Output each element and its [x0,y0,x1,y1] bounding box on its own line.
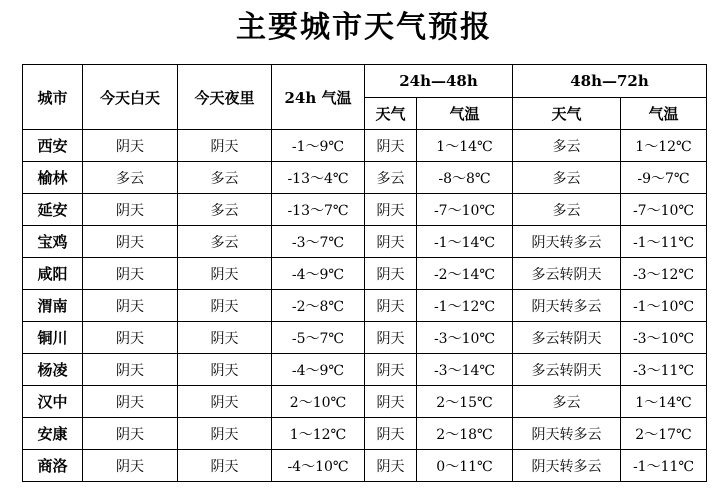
table-row [23,322,707,354]
weather-48h-cell: 阴天 [365,258,417,290]
table-row [23,386,707,418]
header-temp-72h: 气温 [621,98,707,130]
temp-72h-cell: -3～10℃ [621,322,707,354]
today-day-cell: 阴天 [83,450,178,482]
today-day-cell: 阴天 [83,226,178,258]
temp-48h-cell: -8～8℃ [417,162,513,194]
header-temp-48h: 气温 [417,98,513,130]
today-day-cell: 阴天 [83,418,178,450]
temp-72h-cell: -3～12℃ [621,258,707,290]
weather-48h-cell: 阴天 [365,290,417,322]
today-night-cell: 阴天 [178,258,272,290]
temp-24h-cell: -3～7℃ [272,226,365,258]
header-city: 城市 [23,65,83,130]
temp-72h-cell: -9～7℃ [621,162,707,194]
today-day-cell: 阴天 [83,386,178,418]
today-day-cell: 阴天 [83,194,178,226]
city-cell: 延安 [23,194,83,226]
weather-72h-cell: 阴天转多云 [513,450,621,482]
table-row [23,418,707,450]
city-cell: 西安 [23,130,83,162]
temp-24h-cell: -5～7℃ [272,322,365,354]
weather-48h-cell: 阴天 [365,386,417,418]
weather-48h-cell: 阴天 [365,130,417,162]
today-night-cell: 多云 [178,226,272,258]
table-row [23,450,707,482]
weather-48h-cell: 阴天 [365,450,417,482]
city-cell: 宝鸡 [23,226,83,258]
table-row [23,194,707,226]
weather-72h-cell: 多云转阴天 [513,322,621,354]
city-cell: 榆林 [23,162,83,194]
today-night-cell: 多云 [178,162,272,194]
temp-72h-cell: -3～11℃ [621,354,707,386]
table-row [23,354,707,386]
today-day-cell: 阴天 [83,354,178,386]
weather-48h-cell: 阴天 [365,194,417,226]
temp-72h-cell: 2～17℃ [621,418,707,450]
temp-24h-cell: -13～4℃ [272,162,365,194]
today-day-cell: 阴天 [83,322,178,354]
weather-48h-cell: 阴天 [365,418,417,450]
city-cell: 汉中 [23,386,83,418]
today-day-cell: 阴天 [83,130,178,162]
temp-24h-cell: -13～7℃ [272,194,365,226]
weather-48h-cell: 阴天 [365,354,417,386]
weather-72h-cell: 阴天转多云 [513,226,621,258]
city-cell: 咸阳 [23,258,83,290]
temp-48h-cell: 0～11℃ [417,450,513,482]
weather-72h-cell: 多云 [513,386,621,418]
header-temp-24h: 24h 气温 [272,65,365,130]
weather-48h-cell: 多云 [365,162,417,194]
today-night-cell: 阴天 [178,354,272,386]
today-day-cell: 阴天 [83,290,178,322]
today-day-cell: 多云 [83,162,178,194]
table-row [23,162,707,194]
temp-24h-cell: 1～12℃ [272,418,365,450]
temp-24h-cell: -4～9℃ [272,258,365,290]
temp-72h-cell: -1～11℃ [621,450,707,482]
temp-48h-cell: -1～14℃ [417,226,513,258]
today-day-cell: 阴天 [83,258,178,290]
header-today-day: 今天白天 [83,65,178,130]
weather-72h-cell: 多云转阴天 [513,258,621,290]
city-cell: 杨凌 [23,354,83,386]
weather-72h-cell: 多云 [513,130,621,162]
temp-72h-cell: -1～10℃ [621,290,707,322]
city-cell: 商洛 [23,450,83,482]
temp-48h-cell: -2～14℃ [417,258,513,290]
header-range-24-48h: 24h—48h [365,65,513,98]
table-row [23,226,707,258]
header-row-1 [23,65,707,98]
temp-72h-cell: 1～14℃ [621,386,707,418]
header-range-48-72h: 48h—72h [513,65,707,98]
header-weather-48h: 天气 [365,98,417,130]
page-title: 主要城市天气预报 [236,10,492,45]
weather-forecast-table [22,64,707,482]
temp-48h-cell: -7～10℃ [417,194,513,226]
today-night-cell: 阴天 [178,386,272,418]
weather-72h-cell: 多云 [513,194,621,226]
temp-48h-cell: -1～12℃ [417,290,513,322]
weather-48h-cell: 阴天 [365,226,417,258]
temp-48h-cell: 2～15℃ [417,386,513,418]
temp-72h-cell: 1～12℃ [621,130,707,162]
today-night-cell: 阴天 [178,418,272,450]
today-night-cell: 阴天 [178,290,272,322]
city-cell: 铜川 [23,322,83,354]
temp-24h-cell: -4～9℃ [272,354,365,386]
temp-48h-cell: -3～14℃ [417,354,513,386]
header-weather-72h: 天气 [513,98,621,130]
table-row [23,258,707,290]
temp-48h-cell: -3～10℃ [417,322,513,354]
weather-72h-cell: 阴天转多云 [513,290,621,322]
header-today-night: 今天夜里 [178,65,272,130]
today-night-cell: 多云 [178,194,272,226]
weather-72h-cell: 多云 [513,162,621,194]
table-row [23,130,707,162]
today-night-cell: 阴天 [178,450,272,482]
today-night-cell: 阴天 [178,130,272,162]
temp-24h-cell: 2～10℃ [272,386,365,418]
city-cell: 渭南 [23,290,83,322]
weather-48h-cell: 阴天 [365,322,417,354]
weather-72h-cell: 阴天转多云 [513,418,621,450]
temp-72h-cell: -1～11℃ [621,226,707,258]
temp-24h-cell: -2～8℃ [272,290,365,322]
temp-24h-cell: -4～10℃ [272,450,365,482]
temp-48h-cell: 2～18℃ [417,418,513,450]
city-cell: 安康 [23,418,83,450]
temp-48h-cell: 1～14℃ [417,130,513,162]
table-row [23,290,707,322]
temp-24h-cell: -1～9℃ [272,130,365,162]
today-night-cell: 阴天 [178,322,272,354]
weather-72h-cell: 多云转阴天 [513,354,621,386]
temp-72h-cell: -7～10℃ [621,194,707,226]
